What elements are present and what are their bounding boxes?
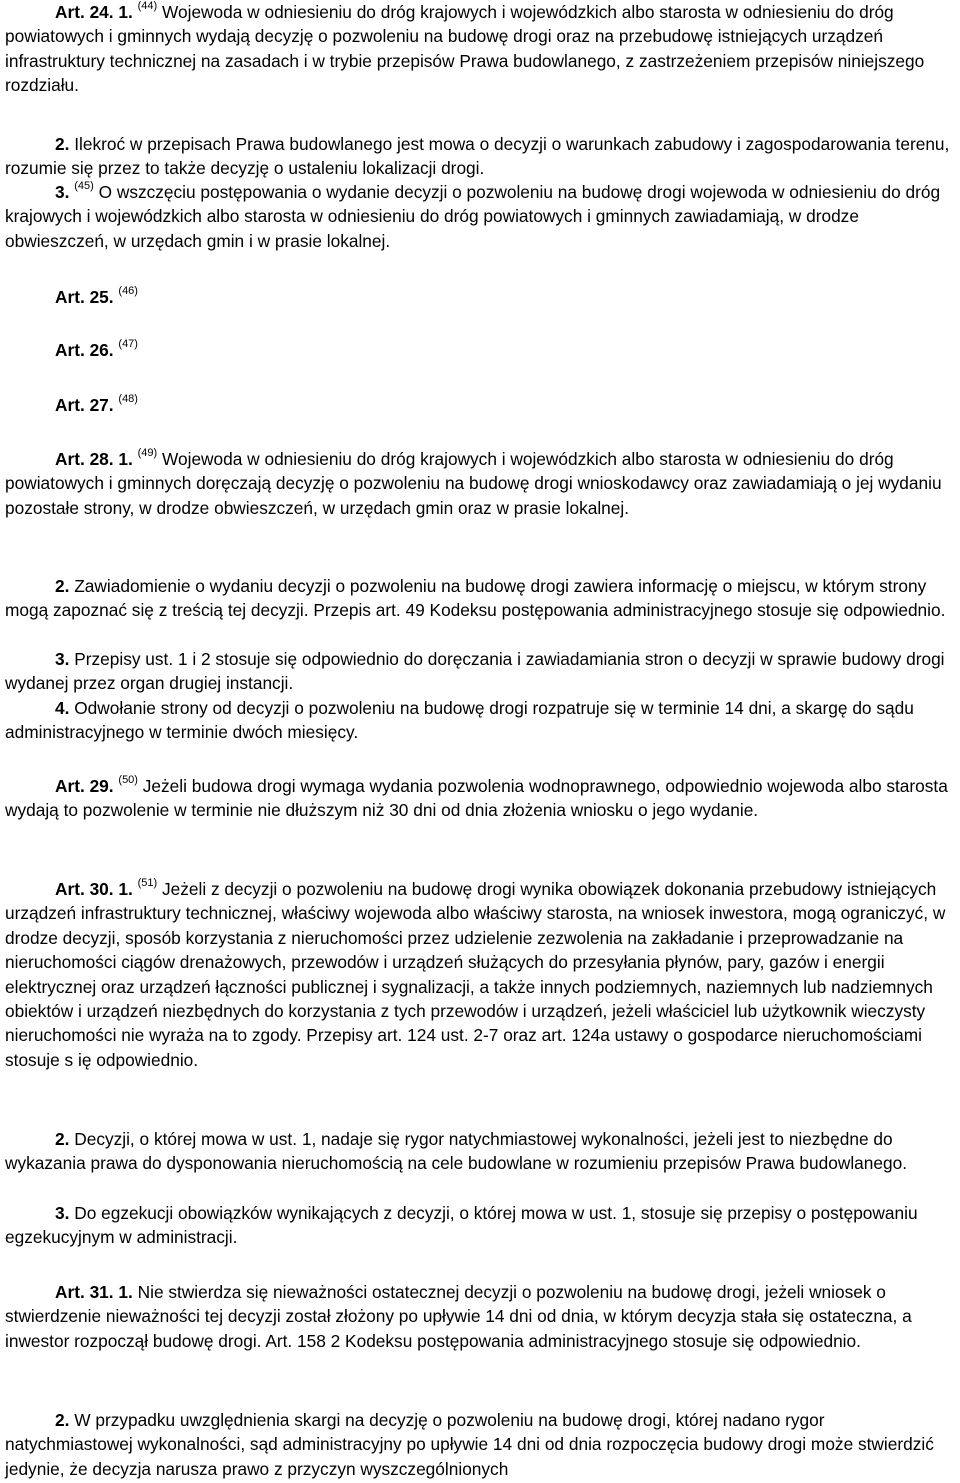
art-31-paragraph-1 xyxy=(5,1280,957,1353)
article-text: Jeżeli z decyzji o pozwoleniu na budowę drogi wynika obowiązek dokonania przebudowy istniejących urządzeń infrastruktury technicznej, właściwy wojewoda albo właściwy starosta, na wniosek inwestora, mogą ograniczyć, w drodze decyzji, sposób korzystania z nieruchomości przez udzielenie zezwolenia na zakładanie i przeprowadzanie na nieruchomości ciągów drenażowych, przewodów i urządzeń służących do przesyłania płynów, pary, gazów i energii elektrycznej oraz urządzeń łączności publicznej i sygnalizacji, a także innych podziemnych, naziemnych lub nadziemnych obiektów i urządzeń niezbędnych do korzystania z tych przewodów i urządzeń, jeżeli właściciel lub użytkownik wieczysty nieruchomości nie wyraża na to zgody. Przepisy art. 124 ust. 2-7 oraz art. 124a ustawy o gospodarce nieruchomościami stosuje s ię odpowiednio. xyxy=(5,879,946,1070)
article-number: Art. 31. 1. xyxy=(55,1282,133,1302)
paragraph-number: 3. xyxy=(55,1203,70,1223)
art-24-paragraph-2 xyxy=(5,132,957,181)
art-27-heading xyxy=(55,393,138,417)
art-28-paragraph-3 xyxy=(5,647,957,696)
art-30-paragraph-3 xyxy=(5,1201,957,1250)
footnote-ref: (50) xyxy=(118,774,138,787)
footnote-ref: (48) xyxy=(118,393,138,406)
paragraph-text: Odwołanie strony od decyzji o pozwoleniu na budowę drogi rozpatruje się w terminie 14 dni, a skargę do sądu administracyjnego w terminie dwóch miesięcy. xyxy=(5,698,914,743)
paragraph-text: Ilekroć w przepisach Prawa budowlanego jest mowa o decyzji o warunkach zabudowy i zagospodarowania terenu, rozumie się przez to także decyzję o ustaleniu lokalizacji drogi. xyxy=(5,134,950,179)
paragraph-number: 2. xyxy=(55,1410,70,1430)
art-24-paragraph-3 xyxy=(5,180,957,253)
paragraph-text: Do egzekucji obowiązków wynikających z decyzji, o której mowa w ust. 1, stosuje się przepisy o postępowaniu egzekucyjnym w administracji. xyxy=(5,1203,918,1248)
paragraph-number: 3. xyxy=(55,649,70,669)
article-text: Jeżeli budowa drogi wymaga wydania pozwolenia wodnoprawnego, odpowiednio wojewoda albo starosta wydają to pozwolenie w terminie nie dłuższym niż 30 dni od dnia złożenia wniosku o jego wydanie. xyxy=(5,776,948,821)
paragraph-number: 2. xyxy=(55,134,70,154)
art-30-paragraph-2 xyxy=(5,1127,957,1176)
footnote-ref: (51) xyxy=(137,877,158,890)
paragraph-number: 4. xyxy=(55,698,70,718)
paragraph-text: O wszczęciu postępowania o wydanie decyzji o pozwoleniu na budowę drogi wojewoda w odniesieniu do dróg krajowych i wojewódzkich albo starosta w odniesieniu do dróg powiatowych i gminnych zawiadamiają, w drodze obwieszczeń, w urzędach gmin i w prasie lokalnej. xyxy=(5,182,941,251)
paragraph-number: 2. xyxy=(55,1129,70,1149)
article-number: Art. 28. 1. xyxy=(55,449,133,469)
art-29-paragraph xyxy=(5,774,957,823)
article-text: Nie stwierdza się nieważności ostatecznej decyzji o pozwoleniu na budowę drogi, jeżeli wniosek o stwierdzenie nieważności tej decyzji został złożony po upływie 14 dni od dnia, w którym decyzja stała się ostateczna, a inwestor rozpoczął budowę drogi. Art. 158 2 Kodeksu postępowania administracyjnego stosuje się odpowiednio. xyxy=(5,1282,912,1351)
art-25-heading xyxy=(55,285,138,309)
art-31-paragraph-2 xyxy=(5,1408,957,1481)
footnote-ref: (44) xyxy=(137,0,158,13)
art-26-heading xyxy=(55,338,138,362)
footnote-ref: (49) xyxy=(137,447,158,460)
article-number: Art. 29. xyxy=(55,776,114,796)
article-text: Wojewoda w odniesieniu do dróg krajowych i wojewódzkich albo starosta w odniesieniu do dróg powiatowych i gminnych doręczają decyzję o pozwoleniu na budowę drogi wnioskodawcy oraz zawiadamiają o jej wydaniu pozostałe strony, w drodze obwieszczeń, w urzędach gmin oraz w prasie lokalnej. xyxy=(5,449,942,518)
paragraph-text: Decyzji, o której mowa w ust. 1, nadaje się rygor natychmiastowej wykonalności, jeżeli jest to niezbędne do wykazania prawa do dysponowania nieruchomością na cele budowlane w rozumieniu przepisów Prawa budowlanego. xyxy=(5,1129,908,1174)
article-number: Art. 30. 1. xyxy=(55,879,133,899)
article-number: Art. 25. xyxy=(55,287,114,307)
art-30-paragraph-1 xyxy=(5,877,957,1072)
paragraph-text: Przepisy ust. 1 i 2 stosuje się odpowiednio do doręczania i zawiadamiania stron o decyzji w sprawie budowy drogi wydanej przez organ drugiej instancji. xyxy=(5,649,945,694)
paragraph-number: 3. xyxy=(55,182,70,202)
art-28-paragraph-4 xyxy=(5,696,957,745)
article-text: Wojewoda w odniesieniu do dróg krajowych i wojewódzkich albo starosta w odniesieniu do dróg powiatowych i gminnych wydają decyzję o pozwoleniu na budowę drogi oraz na przebudowę istniejących urządzeń infrastruktury technicznej na zasadach i w trybie przepisów Prawa budowlanego, z zastrzeżeniem przepisów niniejszego rozdziału. xyxy=(5,2,925,96)
paragraph-text: Zawiadomienie o wydaniu decyzji o pozwoleniu na budowę drogi zawiera informację o miejscu, w którym strony mogą zapoznać się z treścią tej decyzji. Przepis art. 49 Kodeksu postępowania administracyjnego stosuje się odpowiednio. xyxy=(5,576,946,621)
article-number: Art. 27. xyxy=(55,395,114,415)
art-28-paragraph-1 xyxy=(5,447,957,520)
paragraph-number: 2. xyxy=(55,576,70,596)
article-number: Art. 24. 1. xyxy=(55,2,133,22)
art-24-paragraph-1 xyxy=(5,0,957,98)
paragraph-text: W przypadku uwzględnienia skargi na decyzję o pozwoleniu na budowę drogi, której nadano rygor natychmiastowej wykonalności, sąd administracyjny po upływie 14 dni od dnia rozpoczęcia budowy drogi może stwierdzić jedynie, że decyzja narusza prawo z przyczyn wyszczególnionych xyxy=(5,1410,934,1479)
footnote-ref: (47) xyxy=(118,338,138,351)
footnote-ref: (46) xyxy=(118,285,138,298)
article-number: Art. 26. xyxy=(55,340,114,360)
footnote-ref: (45) xyxy=(74,180,94,193)
art-28-paragraph-2 xyxy=(5,574,957,623)
